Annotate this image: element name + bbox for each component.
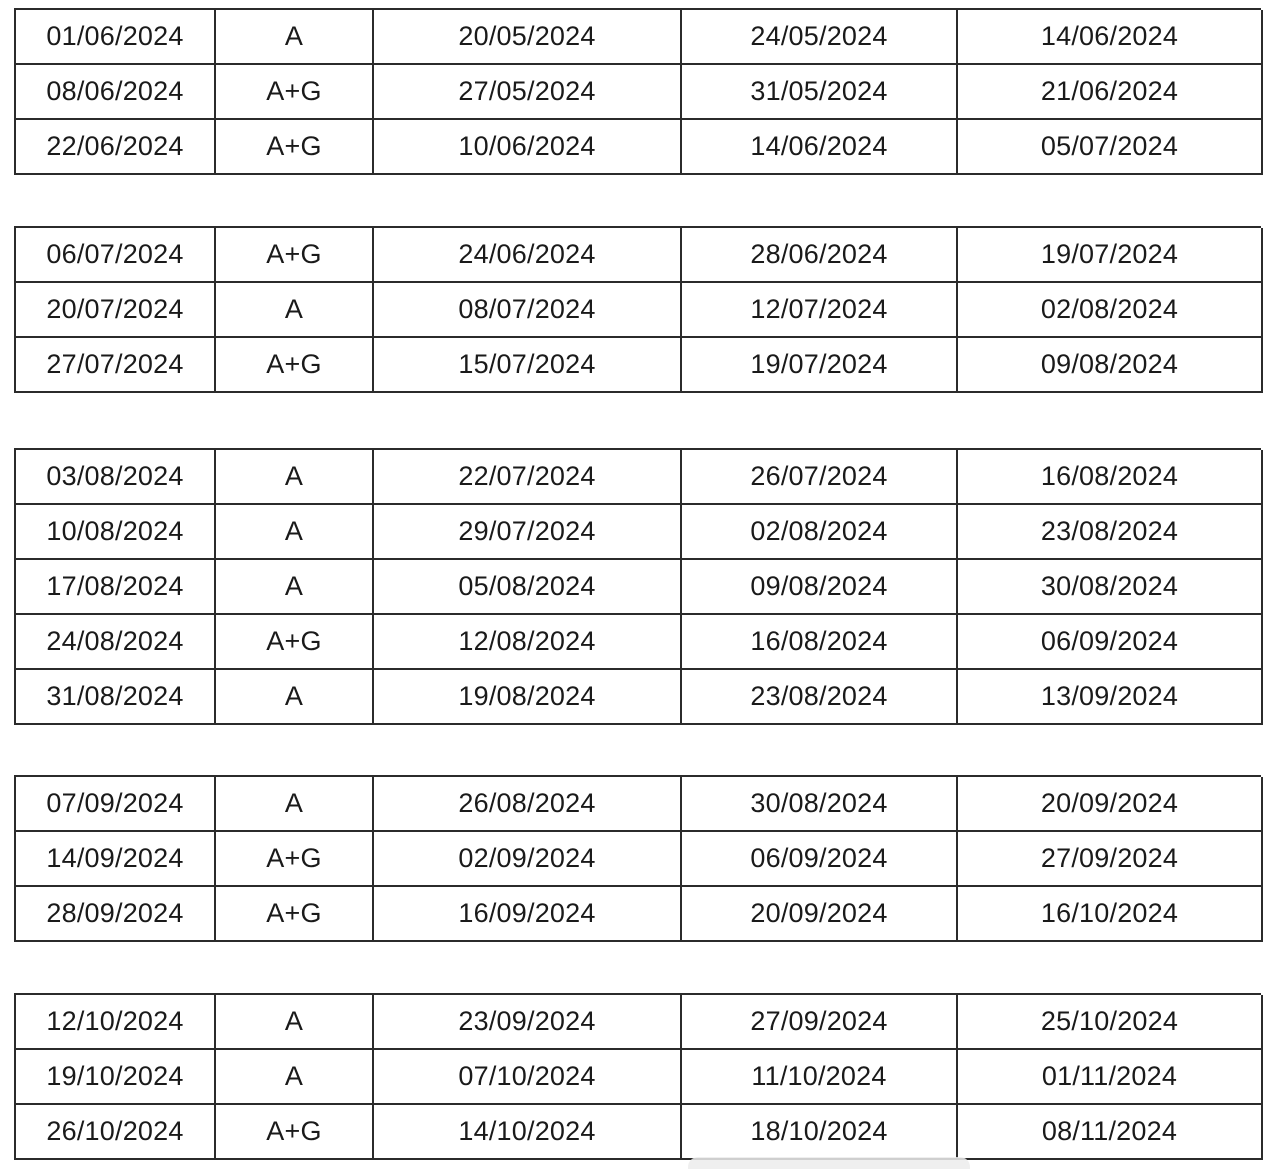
table-cell: 02/08/2024 (681, 504, 957, 559)
table-cell: A (215, 1049, 373, 1104)
table-cell: 09/08/2024 (957, 337, 1262, 392)
schedule-table (14, 10, 1263, 175)
table-cell: 27/07/2024 (15, 337, 215, 392)
table-row (15, 995, 1262, 1049)
table-cell: 14/06/2024 (681, 119, 957, 174)
table-cell: A (215, 282, 373, 337)
table-row (15, 886, 1262, 941)
table-cell: 02/08/2024 (957, 282, 1262, 337)
table-row (15, 337, 1262, 392)
table-row (15, 831, 1262, 886)
table-cell: 05/07/2024 (957, 119, 1262, 174)
table-cell: 23/09/2024 (373, 995, 681, 1049)
table-cell: 24/06/2024 (373, 228, 681, 282)
table-cell: 20/05/2024 (373, 10, 681, 64)
table-cell: 31/05/2024 (681, 64, 957, 119)
table-cell: 22/07/2024 (373, 450, 681, 504)
table-cell: A+G (215, 228, 373, 282)
table-row (15, 1049, 1262, 1104)
table-cell: 26/10/2024 (15, 1104, 215, 1159)
table-cell: A+G (215, 831, 373, 886)
schedule-table (14, 228, 1263, 393)
table-row (15, 10, 1262, 64)
table-cell: 12/08/2024 (373, 614, 681, 669)
table-cell: A+G (215, 614, 373, 669)
table-cell: 24/08/2024 (15, 614, 215, 669)
table-cell: 08/06/2024 (15, 64, 215, 119)
schedule-table (14, 777, 1263, 942)
table-cell: 16/08/2024 (681, 614, 957, 669)
table-cell: 23/08/2024 (957, 504, 1262, 559)
table-cell: 02/09/2024 (373, 831, 681, 886)
table-row (15, 119, 1262, 174)
table-cell: 11/10/2024 (681, 1049, 957, 1104)
table-row (15, 669, 1262, 724)
table-cell: 19/07/2024 (681, 337, 957, 392)
table-cell: 06/09/2024 (957, 614, 1262, 669)
table-cell: 07/09/2024 (15, 777, 215, 831)
table-cell: A (215, 777, 373, 831)
table-cell: A (215, 10, 373, 64)
schedule-table (14, 450, 1263, 725)
table-cell: A (215, 450, 373, 504)
table-cell: 10/08/2024 (15, 504, 215, 559)
table-cell: A+G (215, 886, 373, 941)
table-cell: A (215, 504, 373, 559)
table-row (15, 282, 1262, 337)
table-cell: A+G (215, 1104, 373, 1159)
table-cell: A (215, 669, 373, 724)
table-cell: 05/08/2024 (373, 559, 681, 614)
table-cell: 06/07/2024 (15, 228, 215, 282)
table-cell: A+G (215, 64, 373, 119)
table-cell: 17/08/2024 (15, 559, 215, 614)
table-cell: 18/10/2024 (681, 1104, 957, 1159)
table-cell: A+G (215, 337, 373, 392)
table-cell: 15/07/2024 (373, 337, 681, 392)
table-cell: 27/09/2024 (681, 995, 957, 1049)
scroll-shadow (688, 1157, 970, 1169)
table-cell: 01/06/2024 (15, 10, 215, 64)
table-cell: 19/08/2024 (373, 669, 681, 724)
table-row (15, 450, 1262, 504)
table-cell: 09/08/2024 (681, 559, 957, 614)
table-cell: 08/11/2024 (957, 1104, 1262, 1159)
table-cell: 28/06/2024 (681, 228, 957, 282)
table-cell: 25/10/2024 (957, 995, 1262, 1049)
table-cell: 12/07/2024 (681, 282, 957, 337)
table-cell: 01/11/2024 (957, 1049, 1262, 1104)
table-cell: 27/09/2024 (957, 831, 1262, 886)
table-row (15, 64, 1262, 119)
table-cell: 19/07/2024 (957, 228, 1262, 282)
table-cell: A (215, 559, 373, 614)
table-row (15, 228, 1262, 282)
table-cell: 08/07/2024 (373, 282, 681, 337)
table-cell: 16/08/2024 (957, 450, 1262, 504)
table-cell: 16/10/2024 (957, 886, 1262, 941)
table-cell: 19/10/2024 (15, 1049, 215, 1104)
table-cell: 06/09/2024 (681, 831, 957, 886)
table-cell: 31/08/2024 (15, 669, 215, 724)
table-cell: 24/05/2024 (681, 10, 957, 64)
table-cell: 28/09/2024 (15, 886, 215, 941)
table-block-2 (14, 226, 1261, 393)
table-row (15, 614, 1262, 669)
table-cell: 10/06/2024 (373, 119, 681, 174)
table-cell: 30/08/2024 (681, 777, 957, 831)
table-block-4 (14, 775, 1261, 942)
table-cell: 29/07/2024 (373, 504, 681, 559)
table-cell: 20/07/2024 (15, 282, 215, 337)
table-row (15, 1104, 1262, 1159)
table-cell: 20/09/2024 (681, 886, 957, 941)
table-cell: 22/06/2024 (15, 119, 215, 174)
table-cell: 16/09/2024 (373, 886, 681, 941)
table-row (15, 777, 1262, 831)
table-cell: 03/08/2024 (15, 450, 215, 504)
table-row (15, 559, 1262, 614)
table-cell: 30/08/2024 (957, 559, 1262, 614)
table-cell: 26/08/2024 (373, 777, 681, 831)
table-cell: 07/10/2024 (373, 1049, 681, 1104)
table-cell: A+G (215, 119, 373, 174)
table-block-3 (14, 448, 1261, 725)
schedule-table (14, 995, 1263, 1160)
table-cell: 26/07/2024 (681, 450, 957, 504)
table-cell: 14/06/2024 (957, 10, 1262, 64)
table-cell: 14/10/2024 (373, 1104, 681, 1159)
table-cell: 23/08/2024 (681, 669, 957, 724)
table-cell: 27/05/2024 (373, 64, 681, 119)
table-cell: 14/09/2024 (15, 831, 215, 886)
table-cell: 21/06/2024 (957, 64, 1262, 119)
table-cell: 12/10/2024 (15, 995, 215, 1049)
table-block-1 (14, 8, 1261, 175)
table-cell: 20/09/2024 (957, 777, 1262, 831)
table-cell: 13/09/2024 (957, 669, 1262, 724)
table-cell: A (215, 995, 373, 1049)
table-row (15, 504, 1262, 559)
table-block-5 (14, 993, 1261, 1160)
